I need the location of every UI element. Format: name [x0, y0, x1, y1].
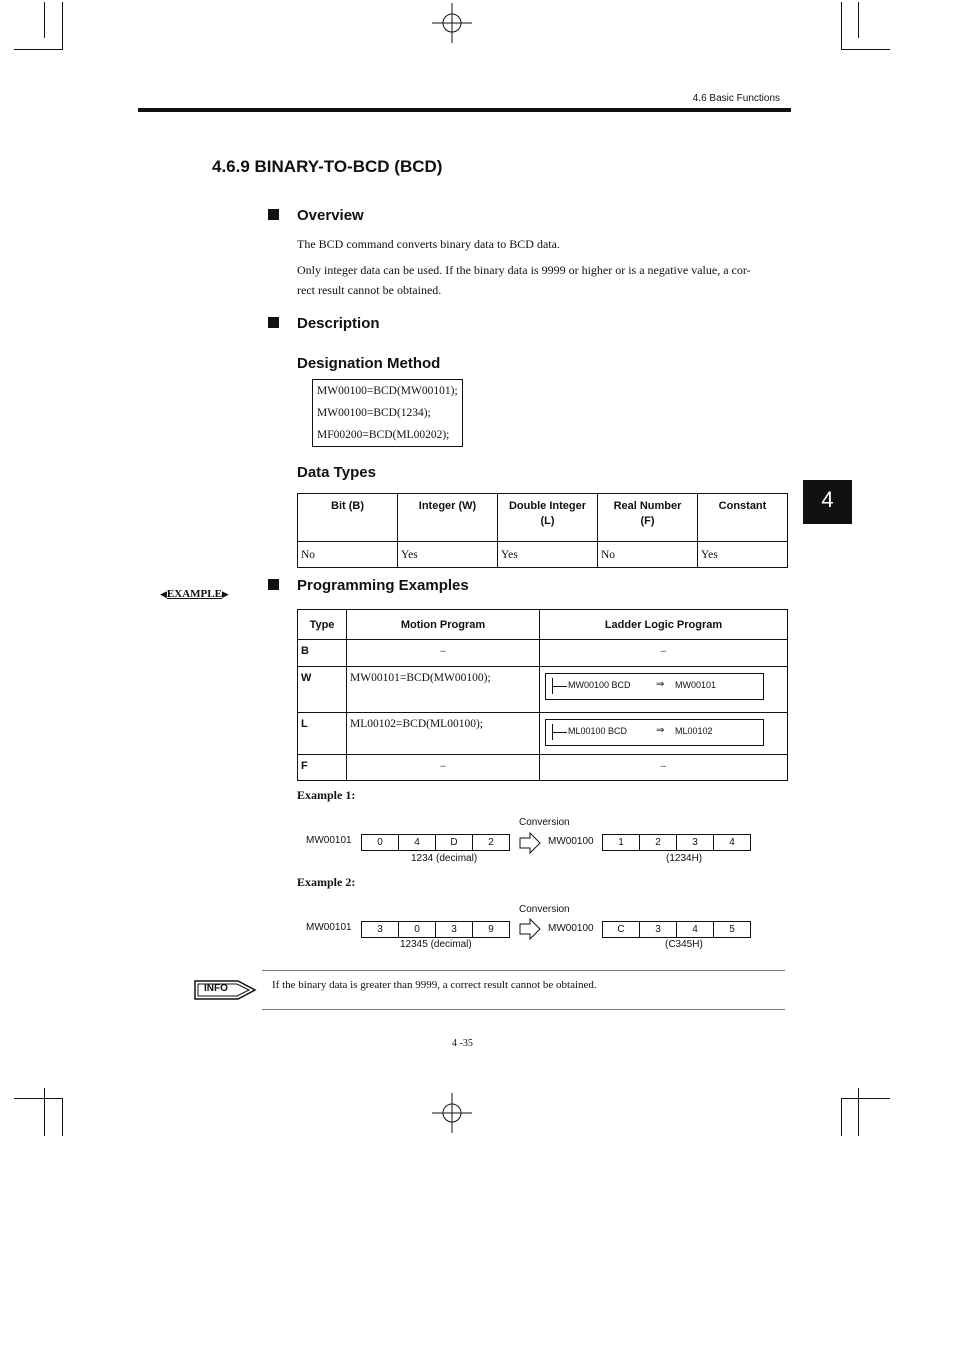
table-cell: Yes: [498, 542, 598, 568]
arrow-icon: ⇒: [656, 725, 665, 736]
conversion-label: Conversion: [519, 817, 570, 828]
ladder-destination: ML00102: [675, 726, 713, 736]
digit-cell: 4: [676, 922, 713, 937]
source-digits: [361, 834, 510, 851]
col-header: Integer (W): [398, 494, 498, 542]
designation-line: MW00100=BCD(1234);: [317, 407, 431, 419]
col-header: Constant: [698, 494, 788, 542]
chapter-tab: 4: [803, 480, 852, 524]
bullet-square-icon: [268, 579, 279, 590]
crop-mark: [14, 49, 63, 50]
destination-digits: [602, 921, 751, 938]
destination-register: MW00100: [548, 836, 594, 847]
crop-mark: [841, 1098, 842, 1136]
info-rule-top: [262, 970, 785, 971]
col-header: Type: [298, 610, 347, 640]
digit-cell: 2: [639, 835, 676, 850]
bullet-square-icon: [268, 317, 279, 328]
digit-cell: 3: [435, 922, 472, 937]
digit-cell: D: [435, 835, 472, 850]
programming-heading: Programming Examples: [268, 577, 469, 594]
destination-caption: (C345H): [665, 939, 703, 950]
ladder-source: MW00100 BCD: [568, 680, 631, 690]
source-register: MW00101: [306, 835, 352, 846]
table-cell: Yes: [698, 542, 788, 568]
registration-mark-top: [432, 3, 472, 43]
destination-digits: [602, 834, 751, 851]
ladder-cell: [540, 713, 788, 755]
crop-mark: [858, 1088, 859, 1136]
ladder-cell: −: [540, 755, 788, 781]
col-header: Double Integer (L): [498, 494, 598, 542]
left-triangle-icon: ◀: [160, 589, 167, 599]
data-types-table: [297, 493, 788, 568]
crop-mark: [14, 1098, 63, 1099]
table-header-row: [298, 610, 788, 640]
conversion-label: Conversion: [519, 904, 570, 915]
crop-mark: [62, 2, 63, 50]
running-header: 4.6 Basic Functions: [692, 93, 780, 104]
type-cell: L: [298, 713, 347, 755]
data-types-heading: Data Types: [297, 464, 376, 481]
example-badge: ◀EXAMPLE▶: [160, 588, 229, 600]
programming-table: [297, 609, 788, 781]
table-row: [298, 713, 788, 755]
digit-cell: 3: [639, 922, 676, 937]
description-heading: Description: [268, 315, 380, 332]
source-digits: [361, 921, 510, 938]
overview-text-1: The BCD command converts binary data to BCD data.: [297, 237, 560, 251]
info-rule-bottom: [262, 1009, 785, 1010]
section-title: 4.6.9 BINARY-TO-BCD (BCD): [212, 157, 443, 176]
digit-cell: 4: [398, 835, 435, 850]
designation-box: [312, 379, 463, 447]
motion-cell: −: [347, 640, 540, 667]
header-rule: [138, 108, 791, 112]
crop-mark: [841, 49, 890, 50]
ladder-diagram: [545, 719, 764, 746]
digit-cell: 3: [377, 924, 383, 935]
table-row: [298, 667, 788, 713]
conversion-arrow-icon: [519, 918, 541, 940]
crop-mark: [841, 1098, 890, 1099]
page-number: 4 -35: [452, 1038, 473, 1049]
col-header: Bit (B): [298, 494, 398, 542]
motion-cell: ML00102=BCD(ML00100);: [347, 713, 540, 755]
table-row: [298, 640, 788, 667]
rung-wire: [552, 732, 567, 733]
type-cell: W: [298, 667, 347, 713]
destination-register: MW00100: [548, 923, 594, 934]
designation-line: MF00200=BCD(ML00202);: [317, 429, 450, 441]
crop-mark: [44, 2, 45, 38]
right-triangle-icon: ▶: [221, 589, 229, 599]
ladder-source: ML00100 BCD: [568, 726, 628, 736]
col-header: Real Number (F): [598, 494, 698, 542]
digit-cell: 9: [472, 922, 509, 937]
ladder-diagram: [545, 673, 764, 700]
designation-heading: Designation Method: [297, 355, 441, 372]
source-caption: 12345 (decimal): [400, 939, 472, 950]
motion-cell: MW00101=BCD(MW00100);: [347, 667, 540, 713]
source-register: MW00101: [306, 922, 352, 933]
type-cell: B: [298, 640, 347, 667]
registration-mark-bottom: [432, 1093, 472, 1133]
crop-mark: [858, 2, 859, 38]
crop-mark: [841, 2, 842, 50]
digit-cell: 1: [618, 837, 624, 848]
digit-cell: 2: [472, 835, 509, 850]
destination-caption: (1234H): [666, 853, 703, 864]
overview-text-2: Only integer data can be used. If the binary data is 9999 or higher or is a negative value, a cor- rect result cannot be obtained.: [297, 263, 751, 297]
source-caption: 1234 (decimal): [411, 853, 478, 864]
digit-cell: 0: [377, 837, 383, 848]
designation-line: MW00100=BCD(MW00101);: [317, 385, 458, 397]
table-cell: Yes: [398, 542, 498, 568]
ladder-destination: MW00101: [675, 680, 717, 690]
ladder-cell: −: [540, 640, 788, 667]
col-header: Ladder Logic Program: [540, 610, 788, 640]
table-row: [298, 755, 788, 781]
overview-heading: Overview: [268, 207, 364, 224]
example-1-label: Example 1:: [297, 788, 356, 802]
table-header-row: [298, 494, 788, 542]
rung-wire: [552, 686, 567, 687]
table-cell: No: [298, 542, 398, 568]
motion-cell: −: [347, 755, 540, 781]
arrow-icon: ⇒: [656, 679, 665, 690]
ladder-cell: [540, 667, 788, 713]
conversion-arrow-icon: [519, 832, 541, 854]
col-header: Motion Program: [347, 610, 540, 640]
crop-mark: [62, 1098, 63, 1136]
digit-cell: C: [617, 924, 625, 935]
digit-cell: 3: [676, 835, 713, 850]
digit-cell: 4: [713, 835, 750, 850]
table-row: [298, 542, 788, 568]
crop-mark: [44, 1088, 45, 1136]
type-cell: F: [298, 755, 347, 781]
bullet-square-icon: [268, 209, 279, 220]
digit-cell: 0: [398, 922, 435, 937]
info-text: If the binary data is greater than 9999, a correct result cannot be obtained.: [272, 979, 597, 991]
table-cell: No: [598, 542, 698, 568]
digit-cell: 5: [713, 922, 750, 937]
info-badge-label: INFO: [204, 983, 228, 994]
example-2-label: Example 2:: [297, 875, 356, 889]
